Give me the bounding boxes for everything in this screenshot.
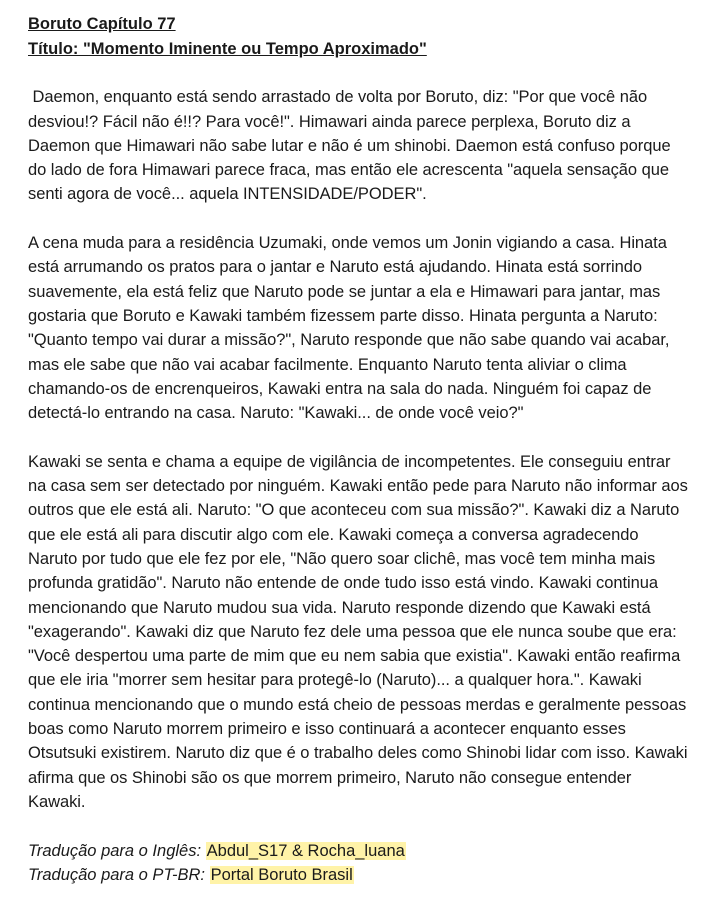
chapter-heading: Boruto Capítulo 77 xyxy=(28,15,176,33)
credit-english xyxy=(28,839,692,863)
credit-english-value: Abdul_S17 & Rocha_luana xyxy=(206,841,405,860)
paragraph-3: Kawaki se senta e chama a equipe de vigilância de incompetentes. Ele conseguiu entrar na casa sem ser detectado por ninguém. Kawaki então pede para Naruto não informar aos outros que ele está ali. Naruto: "O que aconteceu com sua missão?". Kawaki diz a Naruto que ele está ali para discutir algo com ele. Kawaki começa a conversa agradecendo Naruto por tudo que ele fez por ele, "Não quero soar clichê, mas você tem minha mais profunda gratidão". Naruto não entende de onde tudo isso está vindo. Kawaki continua mencionando que Naruto mudou sua vida. Naruto responde dizendo que Kawaki está "exagerando". Kawaki diz que Naruto fez dele uma pessoa que ele nunca soube que era: "Você despertou uma parte de mim que eu nem sabia que existia". Kawaki então reafirma que ele iria "morrer sem hesitar para protegê-lo (Naruto)... a qualquer hora.". Kawaki continua mencionando que o mundo está cheio de pessoas merdas e geralmente pessoas boas como Naruto morrem primeiro e isso continuará a acontecer enquanto esses Otsutsuki existirem. Naruto diz que é o trabalho deles como Shinobi lidar com isso. Kawaki afirma que os Shinobi são os que morrem primeiro, Naruto não consegue entender Kawaki. xyxy=(28,452,688,811)
credit-ptbr-value: Portal Boruto Brasil xyxy=(210,865,353,884)
paragraph-2: A cena muda para a residência Uzumaki, onde vemos um Jonin vigiando a casa. Hinata está arrumando os pratos para o jantar e Naruto está ajudando. Hinata está sorrindo suavemente, ela está feliz que Naruto pode se juntar a ela e Himawari para jantar, mas gostaria que Boruto e Kawaki também fizessem parte disso. Hinata pergunta a Naruto: "Quanto tempo vai durar a missão?", Naruto responde que não sabe quando vai acabar, mas ele sabe que não vai acabar facilmente. Enquanto Naruto tenta aliviar o clima chamando-os de encrenqueiros, Kawaki entra na sala do nada. Ninguém foi capaz de detectá-lo entrando na casa. Naruto: "Kawaki... de onde você veio?" xyxy=(28,234,670,423)
credit-ptbr-label: Tradução para o PT-BR: xyxy=(28,865,210,884)
spacer xyxy=(28,425,692,449)
spacer xyxy=(28,61,692,85)
credit-english-label: Tradução para o Inglês: xyxy=(28,841,206,860)
credit-ptbr xyxy=(28,863,692,887)
spacer xyxy=(28,814,692,838)
chapter-title: Título: "Momento Iminente ou Tempo Aproximado" xyxy=(28,39,427,58)
spacer xyxy=(28,207,692,231)
paragraph-1: Daemon, enquanto está sendo arrastado de volta por Boruto, diz: "Por que você não desviou!? Fácil não é!!? Para você!". Himawari ainda parece perplexa, Boruto diz a Daemon que Himawari não sabe lutar e não é um shinobi. Daemon está confuso porque do lado de fora Himawari parece fraca, mas então ele acrescenta "aquela sensação que senti agora de você... aquela INTENSIDADE/PODER". xyxy=(28,88,676,204)
